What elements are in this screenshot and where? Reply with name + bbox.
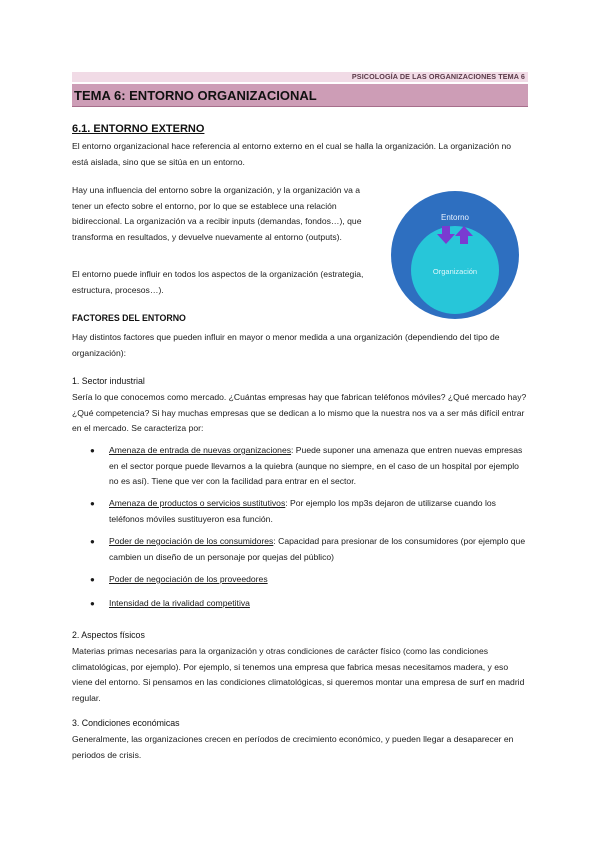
sector-heading: 1. Sector industrial <box>72 376 145 386</box>
section-title: 6.1. ENTORNO EXTERNO <box>72 123 205 135</box>
factor-lead: Intensidad de la rivalidad competitiva <box>109 598 250 608</box>
economic-heading: 3. Condiciones económicas <box>72 718 180 728</box>
organization-label: Organización <box>432 267 478 276</box>
physical-paragraph: Materias primas necesarias para la organización y otras condiciones de carácter físico (como las condiciones climatológicas, por ejemplo). Por ejemplo, si tenemos una empresa que fabrica mesas necesitamos madera, y eso viene del entorno. Si pensamos en las condiciones climatológicas, si queremos montar una empresa de surf en madrid regular. <box>72 646 525 703</box>
bullet-icon: ● <box>90 537 95 546</box>
environment-label: Entorno <box>440 213 470 222</box>
bullet-icon: ● <box>90 599 95 608</box>
factors-intro: Hay distintos factores que pueden influir en mayor o menor medida a una organización (dependiendo del tipo de organización): <box>72 332 500 358</box>
factor-lead: Amenaza de entrada de nuevas organizaciones <box>109 445 292 455</box>
factor-lead: Poder de negociación de los consumidores <box>109 536 274 546</box>
factor-text: : Por ejemplo los mp3s dejaron de utilizarse cuando los teléfonos móviles sustituyeron esa función. <box>109 498 496 524</box>
intro-paragraph: El entorno organizacional hace referencia al entorno externo en el cual se halla la organización. La organización no está aislada, sino que se sitúa en un entorno. <box>72 141 512 167</box>
factor-lead: Amenaza de productos o servicios sustitutivos <box>109 498 286 508</box>
chapter-title: TEMA 6: ENTORNO ORGANIZACIONAL <box>74 88 317 103</box>
factor-lead: Poder de negociación de los proveedores <box>109 574 268 584</box>
economic-paragraph: Generalmente, las organizaciones crecen en períodos de crecimiento económico, y pueden llegar a desaparecer en periodos de crisis. <box>72 734 514 760</box>
running-header: PSICOLOGÍA DE LAS ORGANIZACIONES TEMA 6 <box>72 72 528 82</box>
sector-paragraph: Sería lo que conocemos como mercado. ¿Cuántas empresas hay que fabrican teléfonos móviles? ¿Qué mercado hay? ¿Qué competencia? Si hay muchas empresas que se dedican a lo mismo que la nuestra nos va a ser más difícil entrar en el mercado. Se caracteriza por: <box>72 392 527 433</box>
bullet-icon: ● <box>90 446 95 455</box>
bullet-icon: ● <box>90 575 95 584</box>
influence-paragraph: Hay una influencia del entorno sobre la organización, y la organización va a tener un efecto sobre el entorno, por lo que se establece una relación bidireccional. La organización va a recibir inputs (demandas, fondos…), que transforma en resultados, y devuelve nuevamente al entorno (outputs). <box>72 185 362 242</box>
factor-text: : Puede suponer una amenaza que entren nuevas empresas en el sector porque puede llevarnos a la quiebra (aunque no siempre, en el caso de un hospital por ejemplo no es así). Tiene que ver con la facilidad para entrar en el sector. <box>109 445 523 486</box>
factors-heading: FACTORES DEL ENTORNO <box>72 313 186 323</box>
factor-text: : Capacidad para presionar de los consumidores (por ejemplo que cambien un diseño de un personaje por quejas del público) <box>109 536 526 562</box>
aspects-paragraph: El entorno puede influir en todos los aspectos de la organización (estrategia, estructura, procesos…). <box>72 269 364 295</box>
environment-diagram <box>390 190 520 320</box>
physical-heading: 2. Aspectos físicos <box>72 630 145 640</box>
bullet-icon: ● <box>90 499 95 508</box>
